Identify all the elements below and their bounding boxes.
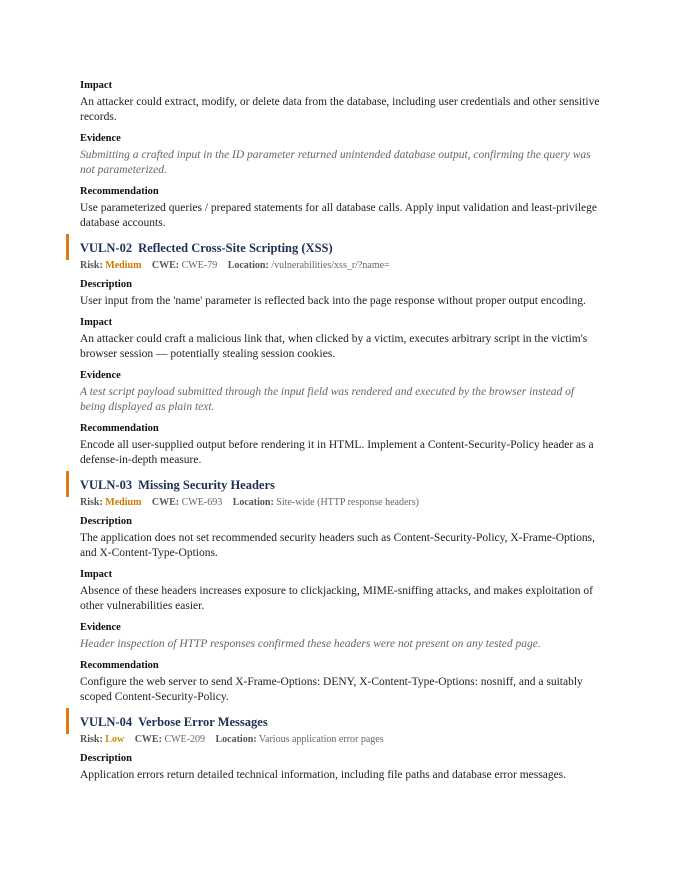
recommendation-text: Encode all user-supplied output before rendering it in HTML. Implement a Content-Security-Policy header as a defense-in-depth measure. <box>80 439 594 466</box>
recommendation-section <box>80 422 600 468</box>
location-value: /vulnerabilities/xss_r/?name= <box>271 260 390 271</box>
risk-value: Medium <box>105 497 142 508</box>
description-section <box>80 515 600 561</box>
impact-section <box>80 568 600 614</box>
description-heading: Description <box>80 753 132 764</box>
vuln-meta <box>80 733 600 747</box>
evidence-heading: Evidence <box>80 133 121 144</box>
vuln-id: VULN-02 <box>80 241 133 255</box>
evidence-section <box>80 132 600 178</box>
impact-heading: Impact <box>80 569 113 580</box>
recommendation-section <box>80 185 600 231</box>
vuln-meta <box>80 259 600 273</box>
risk-value: Medium <box>105 260 142 271</box>
recommendation-heading: Recommendation <box>80 660 159 671</box>
location-label: Location: <box>215 734 257 745</box>
recommendation-heading: Recommendation <box>80 423 159 434</box>
report-content <box>80 79 600 790</box>
description-text: The application does not set recommended security headers such as Content-Security-Policy, X-Frame-Options, and X-Content-Type-Options. <box>80 532 596 559</box>
evidence-text: Header inspection of HTTP responses confirmed these headers were not present on any tested page. <box>80 638 541 650</box>
cwe-value: CWE-209 <box>164 734 205 745</box>
recommendation-text: Configure the web server to send X-Frame-Options: DENY, X-Content-Type-Options: nosniff, and a suitably scoped Content-Security-Policy. <box>80 676 583 703</box>
recommendation-heading: Recommendation <box>80 186 159 197</box>
severity-accent-bar <box>66 471 69 497</box>
severity-accent-bar <box>66 708 69 734</box>
impact-section <box>80 316 600 362</box>
vuln-title <box>80 477 600 493</box>
vuln-id: VULN-04 <box>80 715 133 729</box>
cwe-label: CWE: <box>151 260 180 271</box>
evidence-section <box>80 369 600 415</box>
evidence-text: A test script payload submitted through the input field was rendered and executed by the browser instead of being displayed as plain text. <box>80 386 575 413</box>
vuln-name: Missing Security Headers <box>138 478 275 492</box>
location-label: Location: <box>232 497 274 508</box>
impact-text: An attacker could extract, modify, or delete data from the database, including user credentials and other sensitive records. <box>80 96 600 123</box>
vuln-entry <box>80 477 600 705</box>
impact-text: Absence of these headers increases exposure to clickjacking, MIME-sniffing attacks, and makes exploitation of other vulnerabilities easier. <box>80 585 593 612</box>
evidence-section <box>80 621 600 652</box>
description-text: Application errors return detailed technical information, including file paths and database error messages. <box>80 769 567 781</box>
impact-heading: Impact <box>80 317 113 328</box>
vuln-title <box>80 714 600 730</box>
recommendation-section <box>80 659 600 705</box>
evidence-heading: Evidence <box>80 370 121 381</box>
vuln-entry <box>80 240 600 468</box>
recommendation-text: Use parameterized queries / prepared statements for all database calls. Apply input validation and least-privilege database accounts. <box>80 202 597 229</box>
vuln-meta <box>80 496 600 510</box>
risk-label: Risk: <box>80 497 103 508</box>
vuln-entry <box>80 714 600 783</box>
cwe-label: CWE: <box>134 734 162 745</box>
risk-label: Risk: <box>80 260 103 271</box>
vuln-name: Reflected Cross-Site Scripting (XSS) <box>138 241 333 255</box>
vuln-name: Verbose Error Messages <box>138 715 268 729</box>
impact-heading: Impact <box>80 80 113 91</box>
cwe-value: CWE-79 <box>181 260 218 271</box>
vuln-id: VULN-03 <box>80 478 133 492</box>
description-section <box>80 278 600 309</box>
location-label: Location: <box>227 260 269 271</box>
description-heading: Description <box>80 279 132 290</box>
risk-label: Risk: <box>80 734 103 745</box>
evidence-heading: Evidence <box>80 622 121 633</box>
description-heading: Description <box>80 516 132 527</box>
risk-value: Low <box>105 734 125 745</box>
location-value: Site-wide (HTTP response headers) <box>276 497 419 508</box>
evidence-text: Submitting a crafted input in the ID parameter returned unintended database output, confirming the query was not parameterized. <box>80 149 591 176</box>
cwe-value: CWE-693 <box>181 497 223 508</box>
cwe-label: CWE: <box>151 497 180 508</box>
vuln-title <box>80 240 600 256</box>
severity-accent-bar <box>66 234 69 260</box>
location-value: Various application error pages <box>258 734 384 745</box>
description-section <box>80 752 600 783</box>
impact-text: An attacker could craft a malicious link that, when clicked by a victim, executes arbitrary script in the victim's browser session — potentially stealing session cookies. <box>80 333 588 360</box>
description-text: User input from the 'name' parameter is reflected back into the page response without proper output encoding. <box>80 295 586 307</box>
impact-section <box>80 79 600 125</box>
